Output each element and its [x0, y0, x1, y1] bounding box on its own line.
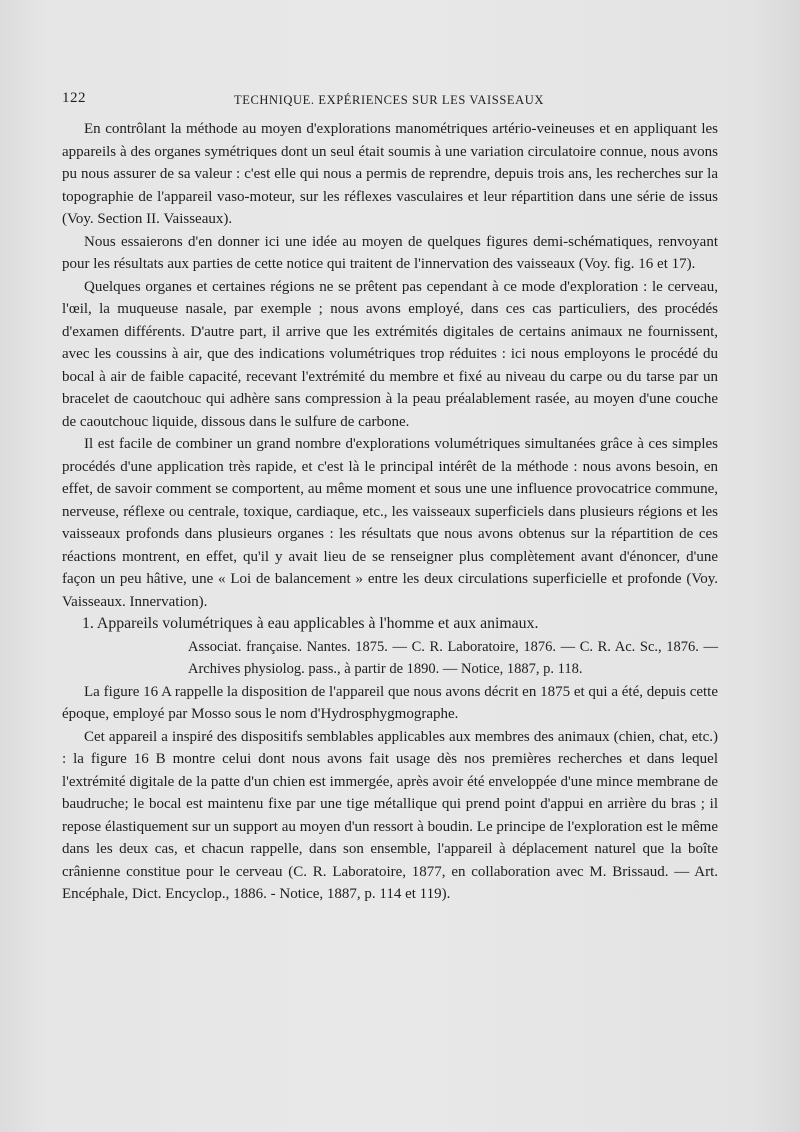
paragraph: Il est facile de combiner un grand nombre d'explorations volumétriques simultanées grâce à ces simples procédés d'une application très rapide, et c'est là le principal intérêt de la méthode : nous avons besoin, en effet, de savoir comment se comportent, au même moment et sous une une influence provocatrice commune, nerveuse, réflexe ou centrale, toxique, cardiaque, etc., les vaisseaux superficiels dans plusieurs régions et les vaisseaux profonds dans plusieurs organes : les résultats que nous avons obtenus sur la répartition de ces réactions montrent, en effet, qu'il y avait lieu de se renseigner plus complètement avant d'énoncer, d'une façon un peu hâtive, une « Loi de balancement » entre les deux circulations superficielle et profonde (Voy. Vaisseaux. Innervation). — [62, 436, 718, 610]
paragraph: Quelques organes et certaines régions ne se prêtent pas cependant à ce mode d'exploration : le cerveau, l'œil, la muqueuse nasale, par exemple ; nous avons employé, dans ces cas particuliers, des procédés d'examen différents. D'autre part, il arrive que les extrémités digitales de certains animaux ne fournissent, avec les coussins à air, que des indications volumétriques trop réduites : ici nous employons le procédé du bocal à air de faible capacité, recevant l'extrémité du membre et fixé au niveau du carpe ou du tarse par un bracelet de caoutchouc qui adhère sans compression à la peau préalablement rasée, au moyen d'une couche de caoutchouc liquide, dissous dans le sulfure de carbone. — [62, 278, 718, 430]
paragraph: Nous essaierons d'en donner ici une idée au moyen de quelques figures demi-schématiques, renvoyant pour les résultats aux parties de cette notice qui traitent de l'innervation des vaisseaux (Voy. fig. 16 et 17). — [62, 233, 718, 272]
running-head: TECHNIQUE. EXPÉRIENCES SUR LES VAISSEAUX — [234, 93, 545, 107]
page-number: 122 — [62, 90, 86, 106]
paragraph: La figure 16 A rappelle la disposition de l'appareil que nous avons décrit en 1875 et qui a été, depuis cette époque, employé par Mosso sous le nom d'Hydrosphygmographe. — [62, 683, 718, 722]
body-text — [62, 118, 718, 906]
paragraph: En contrôlant la méthode au moyen d'explorations manométriques artério-veineuses et en appliquant les appareils à des organes symétriques dont un seul était soumis à une variation circulatoire connue, nous avons pu nous assurer de sa valeur : c'est elle qui nous a permis de reprendre, depuis trois ans, les recherches sur la topographie de l'appareil vaso-moteur, sur les réflexes vasculaires et leur répartition dans une série de issus (Voy. Section II. Vaisseaux). — [62, 121, 718, 227]
section-heading: 1. Appareils volumétriques à eau applicables à l'homme et aux animaux. — [82, 615, 539, 632]
page-header — [62, 90, 722, 112]
section-references: Associat. française. Nantes. 1875. — C. R. Laboratoire, 1876. — C. R. Ac. Sc., 1876. — Archives physiolog. pass., à partir de 1890. — Notice, 1887, p. 118. — [188, 638, 718, 677]
paragraph: Cet appareil a inspiré des dispositifs semblables applicables aux membres des animaux (chien, chat, etc.) : la figure 16 B montre celui dont nous avons fait usage dès nos premières recherches et dans lequel l'extrémité digitale de la patte d'un chien est immergée, après avoir été enveloppée d'une mince membrane de baudruche; le bocal est maintenu fixe par une tige métallique qui prend point d'appui en arrière du bras ; il repose élastiquement sur un support au moyen d'un ressort à boudin. Le principe de l'exploration est le même dans les deux cas, et chacun rappelle, dans son ensemble, l'appareil à déplacement naturel que la boîte crânienne constitue pour le cerveau (C. R. Laboratoire, 1877, en collaboration avec M. Brissaud. — Art. Encéphale, Dict. Encyclop., 1886. - Notice, 1887, p. 114 et 119). — [62, 728, 718, 902]
